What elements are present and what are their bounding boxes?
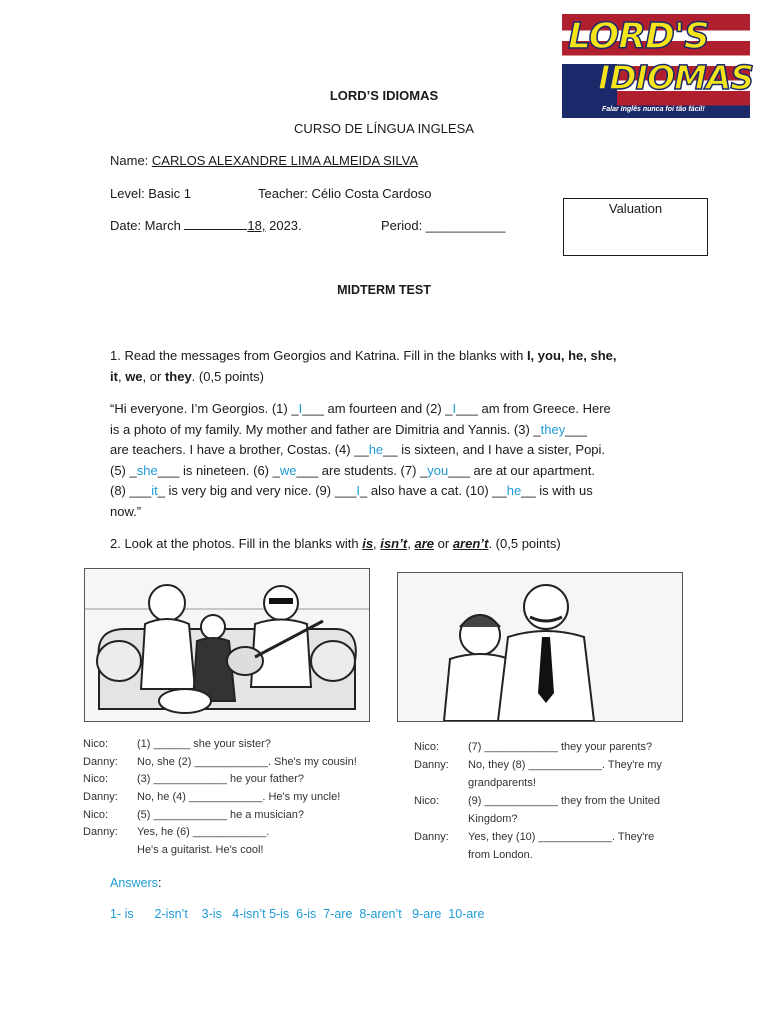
text: ___ are at our apartment. — [448, 462, 595, 478]
student-name: CARLOS ALEXANDRE LIMA ALMEIDA SILVA — [151, 153, 419, 168]
q1-points: . (0,5 points) — [191, 369, 264, 384]
text: 2. Look at the photos. Fill in the blanks with — [110, 536, 363, 551]
dialog-speaker: Nico: — [83, 809, 109, 821]
dialog-line: No, she (2) ____________. She's my cousin! — [137, 756, 357, 768]
school-logo — [562, 14, 754, 118]
answer-10: he — [506, 483, 522, 498]
answer-3: they — [540, 421, 566, 437]
word-are: are — [414, 536, 435, 551]
dialog-line: Yes, they (10) ____________. They're — [468, 831, 655, 843]
dialog-speaker: Danny: — [414, 759, 449, 771]
q1-instr-a: 1. Read the messages from Georgios and Katrina. Fill in the blanks with — [110, 348, 527, 363]
teacher-text: Teacher: Célio Costa Cardoso — [258, 186, 432, 201]
school-name: LORD’S IDIOMAS — [329, 88, 439, 103]
level-text: Level: Basic 1 — [110, 186, 191, 201]
date-line — [110, 216, 302, 237]
text: __ is with us — [521, 483, 593, 498]
answers-heading — [110, 876, 161, 890]
q1-instruction-2 — [110, 367, 264, 388]
dialog-speaker: Danny: — [414, 831, 449, 843]
text: (8) ___ — [110, 483, 152, 498]
dialog-speaker: Nico: — [83, 773, 109, 785]
grandparents-drawing — [398, 573, 682, 721]
text: , — [407, 536, 415, 551]
answer-2: I — [452, 401, 457, 416]
dialog-line: (7) ____________ they your parents? — [468, 741, 653, 753]
answer-4: he — [368, 442, 384, 457]
text: , — [373, 536, 381, 551]
answers-colon: : — [157, 876, 162, 890]
name-label: Name: — [110, 153, 152, 168]
text: (5) _ — [110, 462, 137, 478]
text: _ also have a cat. (10) __ — [360, 483, 507, 498]
family-illustration — [84, 568, 370, 722]
answer-9: I — [356, 483, 361, 498]
text: “Hi everyone. I’m Georgios. (1) _ — [110, 401, 299, 416]
q1-pronouns: I, you, he, she, — [526, 348, 617, 363]
dialog-line: Kingdom? — [468, 813, 518, 825]
dialog-speaker: Danny: — [83, 756, 118, 768]
answer-8: it — [151, 483, 158, 498]
dialog-line: (5) ____________ he a musician? — [137, 809, 304, 821]
dialog-speaker: Danny: — [83, 791, 118, 803]
logo-word-1: LORD'S — [568, 16, 709, 57]
q1-text-line-6: now.” — [110, 503, 142, 519]
dialog-line: He's a guitarist. He's cool! — [137, 844, 264, 856]
answers-label: Answers — [110, 876, 158, 890]
answer-1: I — [298, 401, 303, 416]
word-arent: aren’t — [452, 536, 489, 551]
logo-tagline: Falar Inglês nunca foi tão fácil! — [602, 106, 705, 113]
date-prefix: Date: March — [110, 218, 185, 233]
text: ___ is nineteen. (6) _ — [157, 462, 280, 478]
q1-they: they — [164, 369, 192, 384]
word-is: is — [362, 536, 374, 551]
dialog-line: (3) ____________ he your father? — [137, 773, 304, 785]
dialog-line: (9) ____________ they from the United — [468, 795, 661, 807]
text: __ is sixteen, and I have a sister, Popi. — [383, 442, 606, 457]
q1-sep2: , or — [142, 369, 165, 384]
dialog-line: Yes, he (6) ____________. — [137, 826, 270, 838]
answer-5: she — [136, 462, 158, 478]
q1-text-line-5 — [110, 481, 593, 502]
dialog-speaker: Danny: — [83, 826, 118, 838]
answer-6: we — [279, 462, 297, 478]
dialog-line: (1) ______ she your sister? — [137, 738, 271, 750]
course-name: CURSO DE LÍNGUA INGLESA — [294, 121, 474, 136]
text: . (0,5 points) — [488, 536, 561, 551]
q2-instruction — [110, 534, 561, 555]
q1-text-line-4 — [110, 461, 595, 482]
name-line — [110, 151, 418, 172]
logo-word-2: IDIOMAS — [598, 58, 754, 97]
period-text: Period: ___________ — [381, 218, 506, 233]
q1-we: we — [125, 369, 143, 384]
word-isnt: isn’t — [380, 536, 408, 551]
family-drawing — [85, 569, 369, 721]
dialog-line: from London. — [468, 849, 533, 861]
q1-it: it — [110, 369, 118, 384]
date-day: 18, — [247, 218, 266, 233]
dialog-speaker: Nico: — [414, 795, 440, 807]
answer-7: you — [427, 462, 449, 478]
q1-sep1: , — [117, 369, 126, 384]
q1-text-line-2 — [110, 420, 587, 441]
grandparents-illustration — [397, 572, 683, 722]
dialog-line: No, they (8) ____________. They're my — [468, 759, 662, 771]
q1-text-line-3 — [110, 440, 605, 461]
valuation-box — [563, 198, 708, 256]
text: _ is very big and very nice. (9) ___ — [157, 483, 357, 498]
valuation-label: Valuation — [608, 201, 663, 216]
date-blank — [184, 217, 247, 230]
q1-instruction — [110, 346, 617, 367]
text: is a photo of my family. My mother and father are Dimitria and Yannis. (3) _ — [110, 421, 541, 437]
dialog-line: grandparents! — [468, 777, 536, 789]
dialog-speaker: Nico: — [83, 738, 109, 750]
test-title: MIDTERM TEST — [337, 283, 431, 297]
text: ___ are students. (7) _ — [296, 462, 428, 478]
text: ___ am from Greece. Here — [456, 401, 611, 416]
text: or — [434, 536, 453, 551]
dialog-line: No, he (4) ____________. He's my uncle! — [137, 791, 341, 803]
q1-text-line-1 — [110, 399, 611, 420]
answers-list: 1- is 2-isn’t 3-is 4-isn’t 5-is 6-is 7-are 8-aren’t 9-are 10-are — [110, 907, 485, 921]
date-year: 2023. — [265, 218, 302, 233]
text: ___ — [565, 421, 587, 437]
dialog-speaker: Nico: — [414, 741, 440, 753]
text: are teachers. I have a brother, Costas. (4) __ — [110, 442, 369, 457]
text: ___ am fourteen and (2) _ — [302, 401, 453, 416]
